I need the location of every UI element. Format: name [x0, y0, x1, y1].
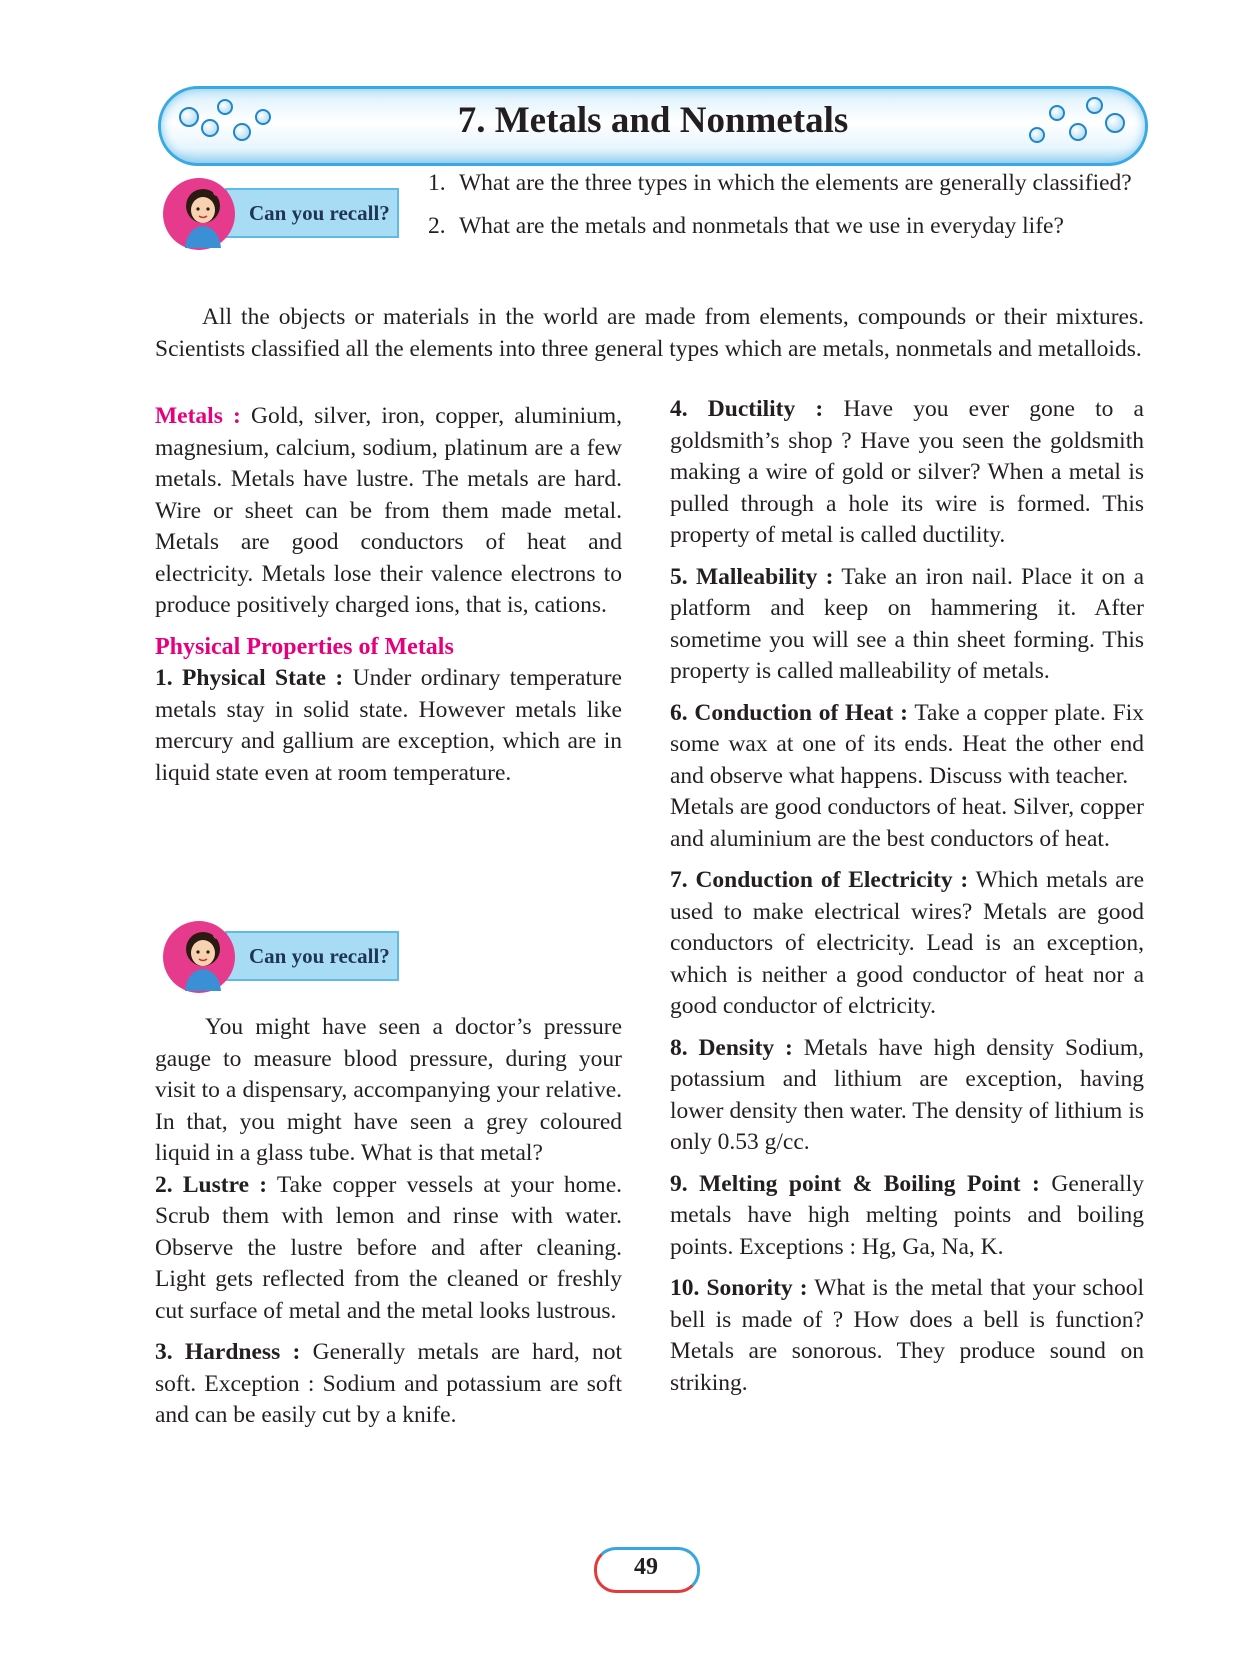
- recall-label: Can you recall?: [249, 201, 390, 225]
- page-number-badge: [594, 1547, 698, 1591]
- left-column-lower: [155, 1012, 622, 1432]
- intro-paragraph: All the objects or materials in the world are made from elements, compounds or their mixtures. Scientists classified all the elements into three general types which are metals, nonmetals and metalloids.: [155, 304, 1144, 362]
- recall-paragraph: You might have seen a doctor’s pressure gauge to measure blood pressure, during your visit to a dispensary, accompanying your relative. In that, you might have seen a grey coloured liquid in a glass tube. What is that metal?: [155, 1014, 622, 1166]
- question-text: What are the three types in which the elements are generally classified?: [459, 170, 1132, 196]
- page-number: 49: [634, 1554, 658, 1580]
- density-label: 8. Density :: [670, 1034, 793, 1061]
- physical-properties-heading: Physical Properties of Metals: [155, 633, 454, 660]
- hardness-paragraph: [155, 1337, 622, 1432]
- girl-thinking-icon: [173, 927, 233, 991]
- electricity-conduction-label: 7. Conduction of Electricity :: [670, 867, 969, 893]
- ductility-label: 4. Ductility :: [670, 396, 824, 422]
- sonority-text: What is the metal that your school bell is made of ? How does a bell is function? Metals are sonorous. They produce sound on striking.: [670, 1275, 1145, 1396]
- electricity-conduction-paragraph: [670, 865, 1144, 1023]
- recall-tag: [225, 931, 399, 981]
- left-column: [155, 401, 622, 789]
- malleability-text: Take an iron nail. Place it on a platform and keep on hammering it. After sometime you will see a thin sheet forming. This property is called malleability of metals.: [670, 563, 1145, 684]
- physical-state-paragraph: [155, 663, 622, 789]
- girl-thinking-icon: [173, 184, 233, 248]
- question-number: 1.: [428, 170, 446, 196]
- right-column: [670, 394, 1144, 1399]
- density-paragraph: [670, 1033, 1144, 1159]
- question-number: 2.: [428, 213, 446, 239]
- recall-tag: [225, 188, 399, 238]
- metals-text: Gold, silver, iron, copper, aluminium, magnesium, calcium, sodium, platinum are a few metals. Metals have lustre. The metals are hard. Wire or sheet can be from them made metal. Metals are good conductors of heat and electricity. Metals lose their valence electrons to produce positively charged ions, that is, cations.: [155, 403, 623, 618]
- electricity-conduction-text: Which metals are used to make electrical wires? Metals are good conductors of electricity. Lead is an exception, which is neither a good conductor of heat nor a good conductor of elctricity.: [670, 867, 1144, 1019]
- recall-badge: [163, 921, 407, 993]
- recall-question: [428, 168, 1144, 199]
- physical-state-text: Under ordinary temperature metals stay in solid state. However metals like mercury and gallium are exception, which are in liquid state even at room temperature.: [155, 665, 622, 786]
- lustre-paragraph: [155, 1170, 622, 1328]
- sonority-label: 10. Sonority :: [670, 1275, 808, 1301]
- melting-boiling-label: 9. Melting point & Boiling Point :: [670, 1170, 1040, 1197]
- heat-conduction-note: Metals are good conductors of heat. Silver, copper and aluminium are the best conductors of heat.: [670, 794, 1144, 852]
- lustre-text: Take copper vessels at your home. Scrub them with lemon and rinse with water. Observe the lustre before and after cleaning. Light gets reflected from the cleaned or freshly cut surface of metal and the metal looks lustrous.: [155, 1171, 622, 1324]
- sonority-paragraph: [670, 1273, 1144, 1399]
- hardness-label: 3. Hardness :: [155, 1339, 301, 1365]
- heat-conduction-text: Take a copper plate. Fix some wax at one of its ends. Heat the other end and observe what happens. Discuss with teacher.: [670, 699, 1144, 789]
- question-text: What are the metals and nonmetals that we use in everyday life?: [459, 213, 1064, 239]
- chapter-title: 7. Metals and Nonmetals: [457, 100, 849, 141]
- recall-badge: [163, 178, 407, 250]
- malleability-paragraph: [670, 562, 1144, 688]
- ductility-paragraph: [670, 394, 1144, 552]
- density-text: Metals have high density Sodium, potassium and lithium are exception, having lower density then water. The density of lithium is only 0.53 g/cc.: [670, 1034, 1145, 1155]
- malleability-label: 5. Malleability :: [670, 563, 834, 590]
- metals-label: Metals :: [155, 403, 241, 429]
- recall-label: Can you recall?: [249, 944, 390, 968]
- hardness-text: Generally metals are hard, not soft. Exception : Sodium and potassium are soft and can be easily cut by a knife.: [155, 1339, 623, 1428]
- recall-question-list: [428, 168, 1144, 254]
- metals-paragraph: [155, 401, 622, 622]
- melting-boiling-paragraph: [670, 1169, 1144, 1264]
- ductility-text: Have you ever gone to a goldsmith’s shop ? Have you seen the goldsmith making a wire of gold or silver? When a metal is pulled through a hole its wire is formed. This property of metal is called ductility.: [670, 396, 1144, 548]
- lustre-label: 2. Lustre :: [155, 1171, 268, 1198]
- physical-state-label: 1. Physical State :: [155, 665, 344, 691]
- heat-conduction-paragraph: [670, 698, 1144, 793]
- melting-boiling-text: Generally metals have high melting points and boiling points. Exceptions : Hg, Ga, Na, K.: [670, 1170, 1144, 1260]
- heat-conduction-label: 6. Conduction of Heat :: [670, 699, 908, 726]
- chapter-title-banner: [158, 86, 1148, 166]
- recall-question: [428, 211, 1144, 242]
